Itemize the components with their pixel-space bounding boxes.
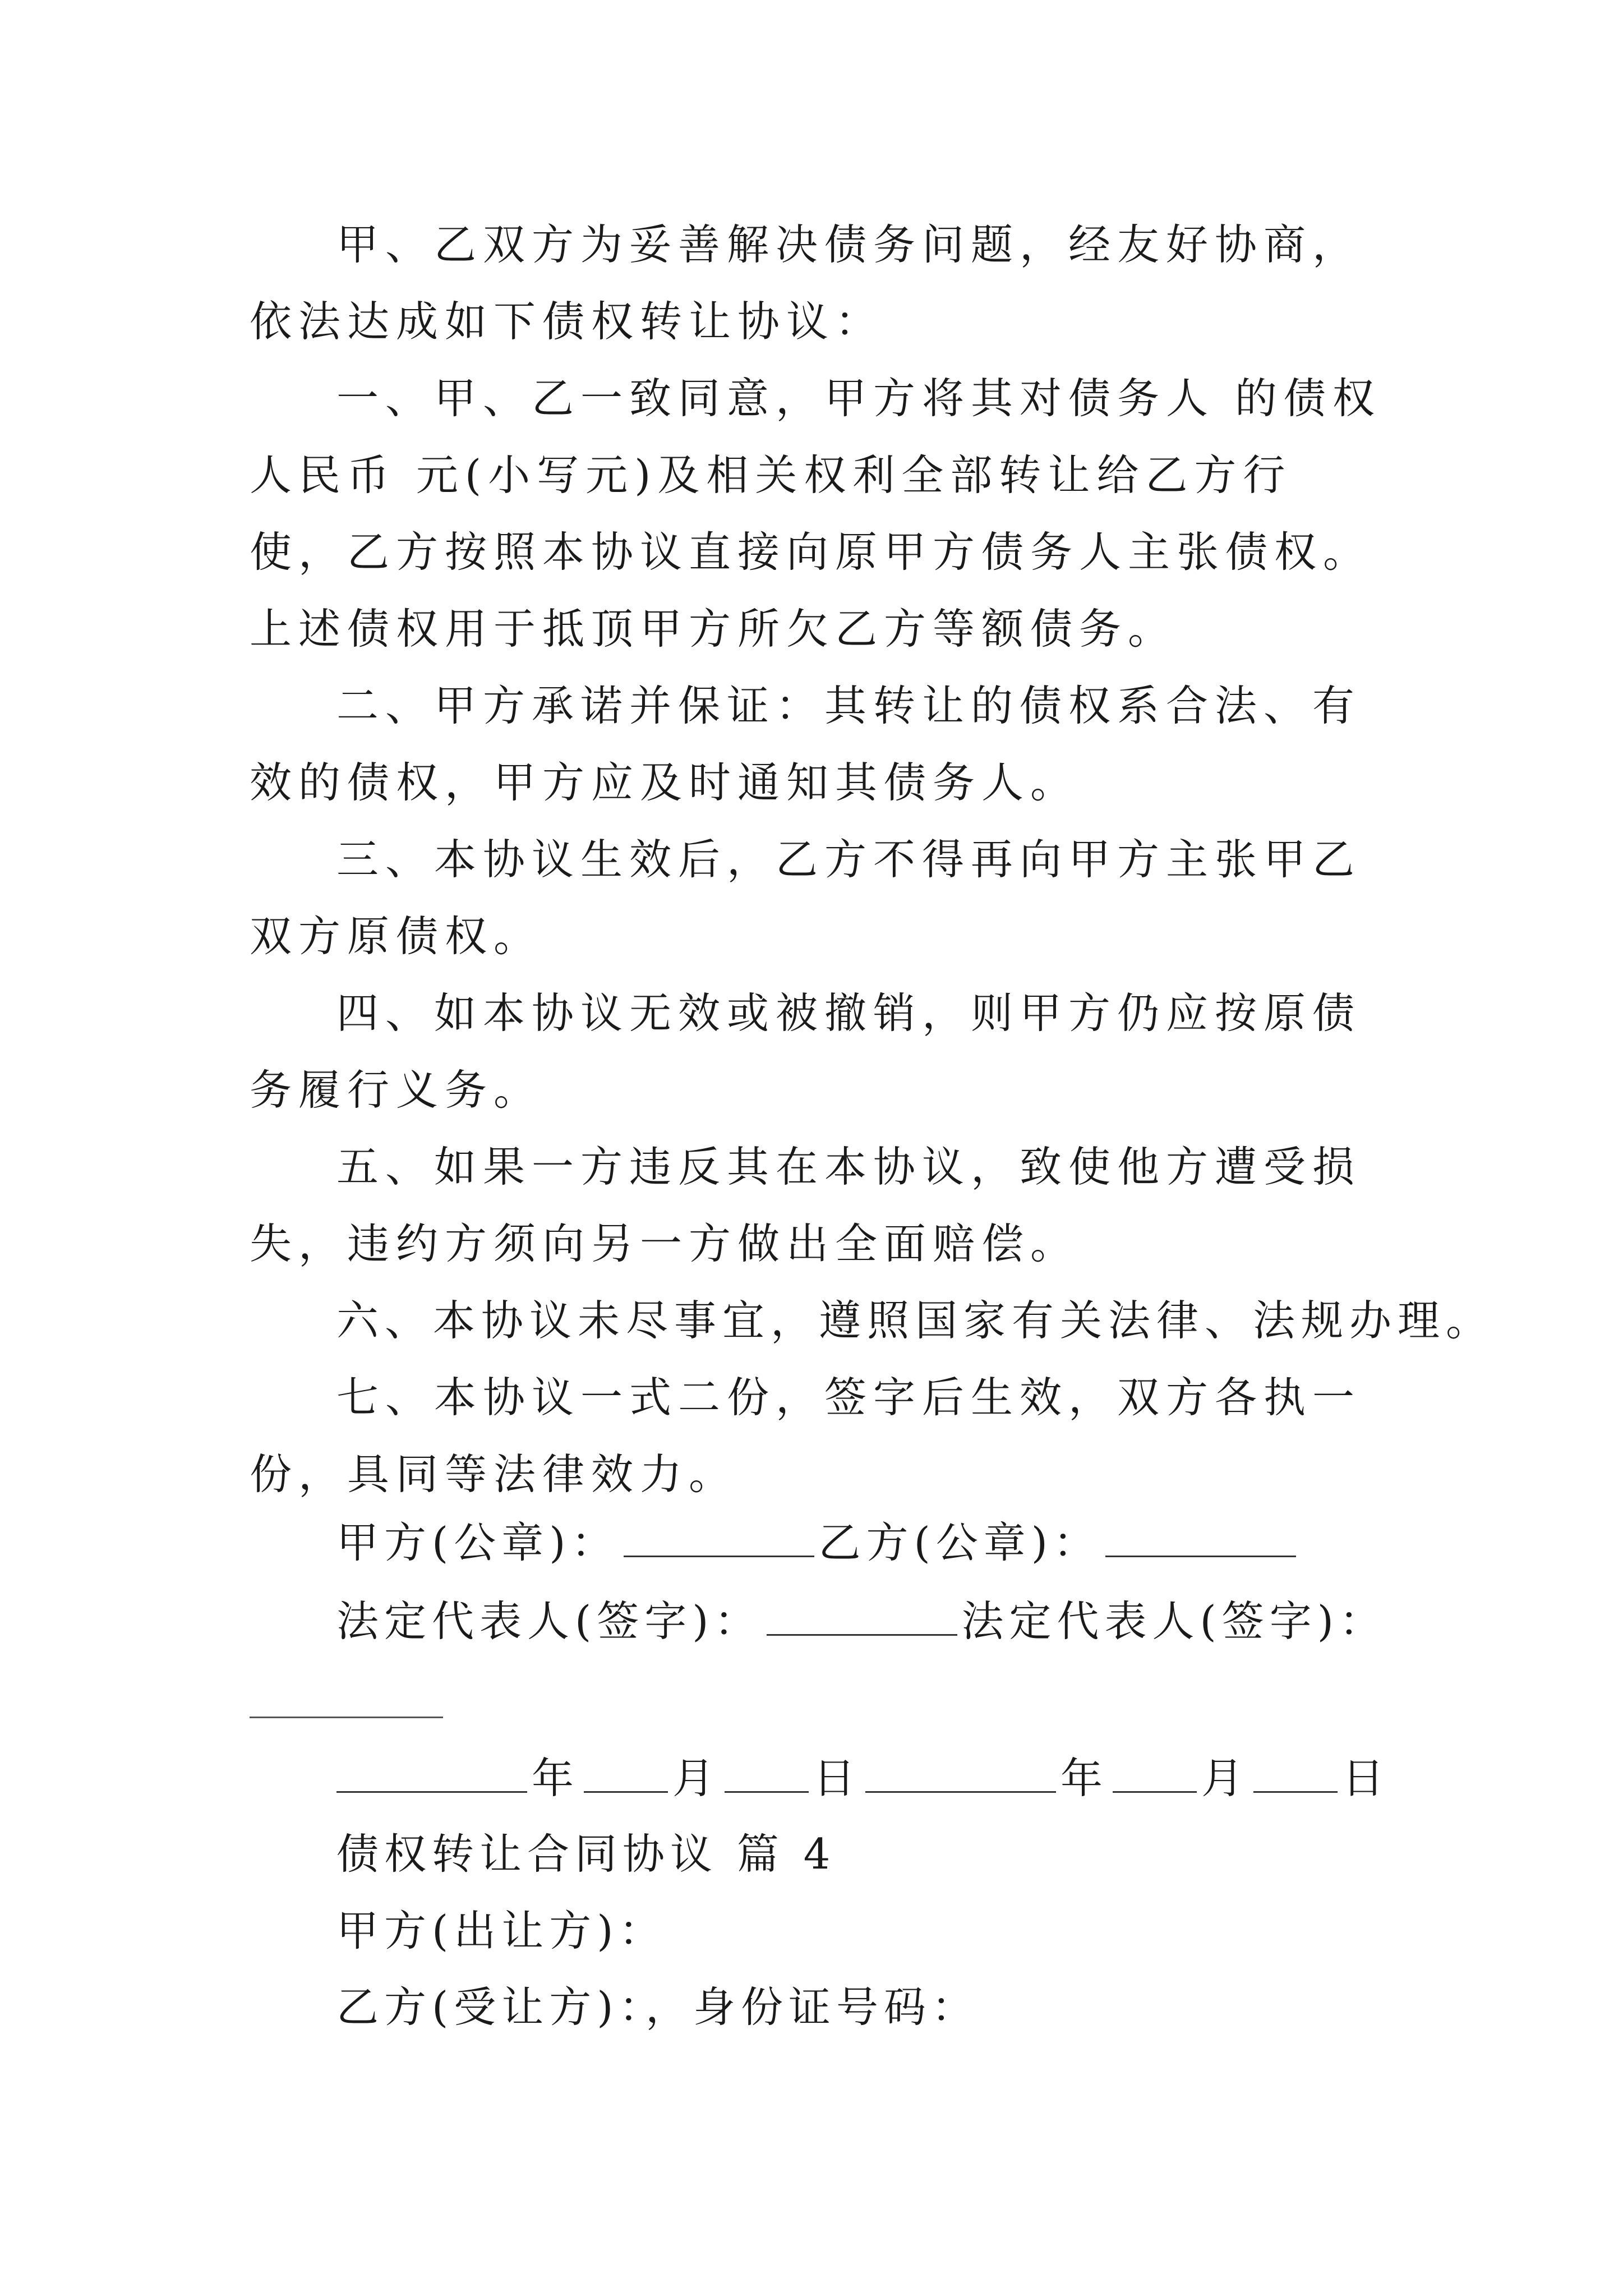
seal-line — [336, 1515, 1301, 1571]
clause-2: 二、甲方承诺并保证：其转让的债权系合法、有效的债权，甲方应及时通知其债务人。 — [250, 681, 1362, 807]
agreement-body — [250, 206, 1495, 1513]
clause-7: 七、本协议一式二份，签字后生效，双方各执一份，具同等法律效力。 — [250, 1373, 1362, 1499]
day-blank-b — [1253, 1752, 1338, 1793]
party-b-rep-blank — [250, 1717, 443, 1718]
day-label-b: 日 — [1342, 1754, 1390, 1803]
party-b-seal-label: 乙方(公章)： — [818, 1518, 1101, 1567]
clause-5: 五、如果一方违反其在本协议，致使他方遭受损失，违约方须向另一方做出全面赔偿。 — [250, 1142, 1362, 1268]
party-a-seal-blank — [624, 1516, 814, 1557]
party-a-transferor: 甲方(出让方)： — [336, 1906, 667, 1955]
year-label-a: 年 — [532, 1754, 580, 1803]
year-label-b: 年 — [1061, 1754, 1109, 1803]
party-a-rep-label: 法定代表人(签字)： — [336, 1596, 762, 1646]
year-blank-a — [336, 1752, 527, 1793]
party-b-rep-label: 法定代表人(签字)： — [961, 1596, 1387, 1646]
clause-3: 三、本协议生效后，乙方不得再向甲方主张甲乙双方原债权。 — [250, 835, 1362, 961]
representative-line — [336, 1593, 1387, 1649]
party-a-seal-label: 甲方(公章)： — [336, 1518, 619, 1567]
day-blank-a — [725, 1752, 809, 1793]
month-label-b: 月 — [1201, 1754, 1249, 1803]
party-b-seal-blank — [1105, 1516, 1296, 1557]
year-blank-b — [865, 1752, 1056, 1793]
month-blank-b — [1113, 1752, 1197, 1793]
clause-6: 六、本协议未尽事宜，遵照国家有关法律、法规办理。 — [336, 1296, 1495, 1345]
intro-paragraph: 甲、乙双方为妥善解决债务问题，经友好协商，依法达成如下债权转让协议： — [250, 220, 1362, 346]
date-line — [336, 1750, 1390, 1806]
clause-1: 一、甲、乙一致同意，甲方将其对债务人 的债权人民币 元(小写元)及相关权利全部转让给乙方行使，乙方按照本协议直接向原甲方债务人主张债权。上述债权用于抵顶甲方所欠乙方等额债务。 — [250, 374, 1381, 654]
clause-4: 四、如本协议无效或被撤销，则甲方仍应按原债务履行义务。 — [250, 988, 1362, 1115]
month-label-a: 月 — [672, 1754, 721, 1803]
party-b-transferee: 乙方(受让方)：，身份证号码： — [336, 1982, 980, 2032]
party-a-rep-blank — [767, 1595, 957, 1636]
section-title: 债权转让合同协议 篇 4 — [336, 1829, 836, 1879]
day-label-a: 日 — [813, 1754, 861, 1803]
month-blank-a — [584, 1752, 668, 1793]
